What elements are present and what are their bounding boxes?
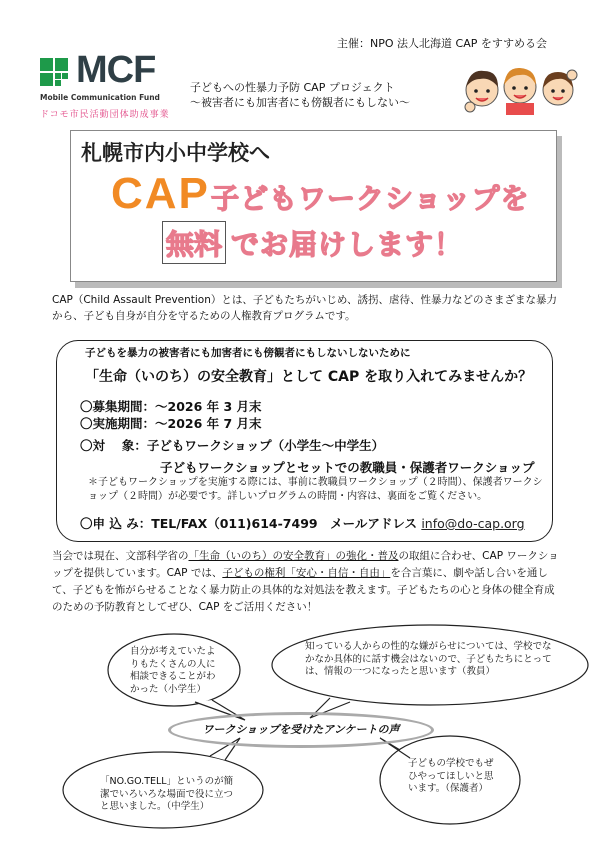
hero-banner	[70, 130, 557, 282]
project-line2: ～被害者にも加害者にも傍観者にもしない～	[190, 96, 410, 109]
hero-title: 札幌市内小中学校へ	[81, 141, 270, 165]
apply-contact: 〇申 込 み：TEL/FAX（011)614-7499 メールアドレス	[80, 516, 417, 531]
bubble-parent: 子どもの学校でもぜひやってほしいと思います。（保護者）	[408, 758, 494, 794]
body-p2-underline: 子どもの権利「安心・自信・自由」	[222, 567, 391, 579]
body-p1-underline: 「生命（いのち）の安全教育」の強化・普及	[188, 550, 399, 562]
body-p2: の取組に合わせ、CAP ワークショップを提供しています。CAP では、	[52, 550, 559, 579]
info-target2: 子どもワークショップとセットでの教職員・保護者ワークショップ	[160, 460, 535, 475]
body-paragraph	[52, 548, 562, 616]
info-apply	[80, 514, 525, 532]
hero-line2: でお届けします！	[231, 228, 464, 261]
hero-line1: 子どもワークショップを	[211, 182, 530, 215]
project-line1: 子どもへの性暴力予防 CAP プロジェクト	[190, 81, 395, 94]
mcf-logo-icon	[40, 58, 70, 88]
info-headline: 「生命（いのち）の安全教育」として CAP を取り入れてみませんか？	[85, 369, 533, 385]
info-target: 〇対 象：子どもワークショップ（小学生～中学生）	[80, 438, 385, 453]
bubble-student-elementary: 自分が考えていたよりもたくさんの人に相談できることがわかった（小学生）	[130, 646, 216, 695]
hero-cap: CAP	[111, 169, 210, 218]
logo-japanese: ドコモ市民活動団体助成事業	[40, 110, 170, 120]
info-periods	[80, 398, 262, 432]
bubble-student-junior: 「NO.GO.TELL」というのが簡潔でいろいろな場面で役に立つと思いました。（中学生）	[100, 776, 234, 812]
email-link[interactable]: info@do-cap.org	[421, 516, 525, 531]
logo-subtitle: Mobile Communication Fund	[40, 93, 160, 102]
project-title	[190, 80, 410, 110]
implement-period: 〇実施期間：～2026 年 7 月末	[80, 416, 262, 431]
bubble-teacher: 知っている人からの性的な嫌がらせについては、学校でなかなか具体的に話す機会はないので、子どもたちにとっては、情報の一つになったと思います（教員）	[305, 641, 552, 677]
body-p1: 当会では現在、文部科学省の	[52, 550, 189, 562]
logo-name: MCF	[76, 49, 156, 91]
survey-label: ワークショップを受けたアンケートの声	[168, 712, 434, 748]
recruit-period: 〇募集期間：～2026 年 3 月末	[80, 399, 262, 414]
children-illustration-icon	[460, 55, 580, 115]
info-lead: 子どもを暴力の被害者にも加害者にも傍観者にもしないしないために	[85, 347, 411, 359]
info-note: ＊子どもワークショップを実施する際には、事前に教職員ワークショップ（２時間）、保護者ワークショップ（２時間）が必要です。詳しいプログラムの時間・内容は、裏面をご覧ください。	[88, 477, 543, 502]
intro-text: CAP（Child Assault Prevention）とは、子どもたちがいじめ、誘拐、虐待、性暴力などのさまざまな暴力から、子ども自身が自分を守るための人権教育プログラムです。	[52, 294, 557, 322]
sponsor-text: 主催：NPO 法人北海道 CAP をすすめる会	[337, 37, 547, 50]
hero-free-badge: 無料	[162, 221, 226, 264]
body-p3: を合言葉に、劇や話し合いを通して、子どもを怖がらせることなく暴力防止の具体的な対処法を教えます。子どもたちの心と身体の健全育成のための予防教育としてぜひ、CAP をご活用ください！	[52, 567, 555, 613]
